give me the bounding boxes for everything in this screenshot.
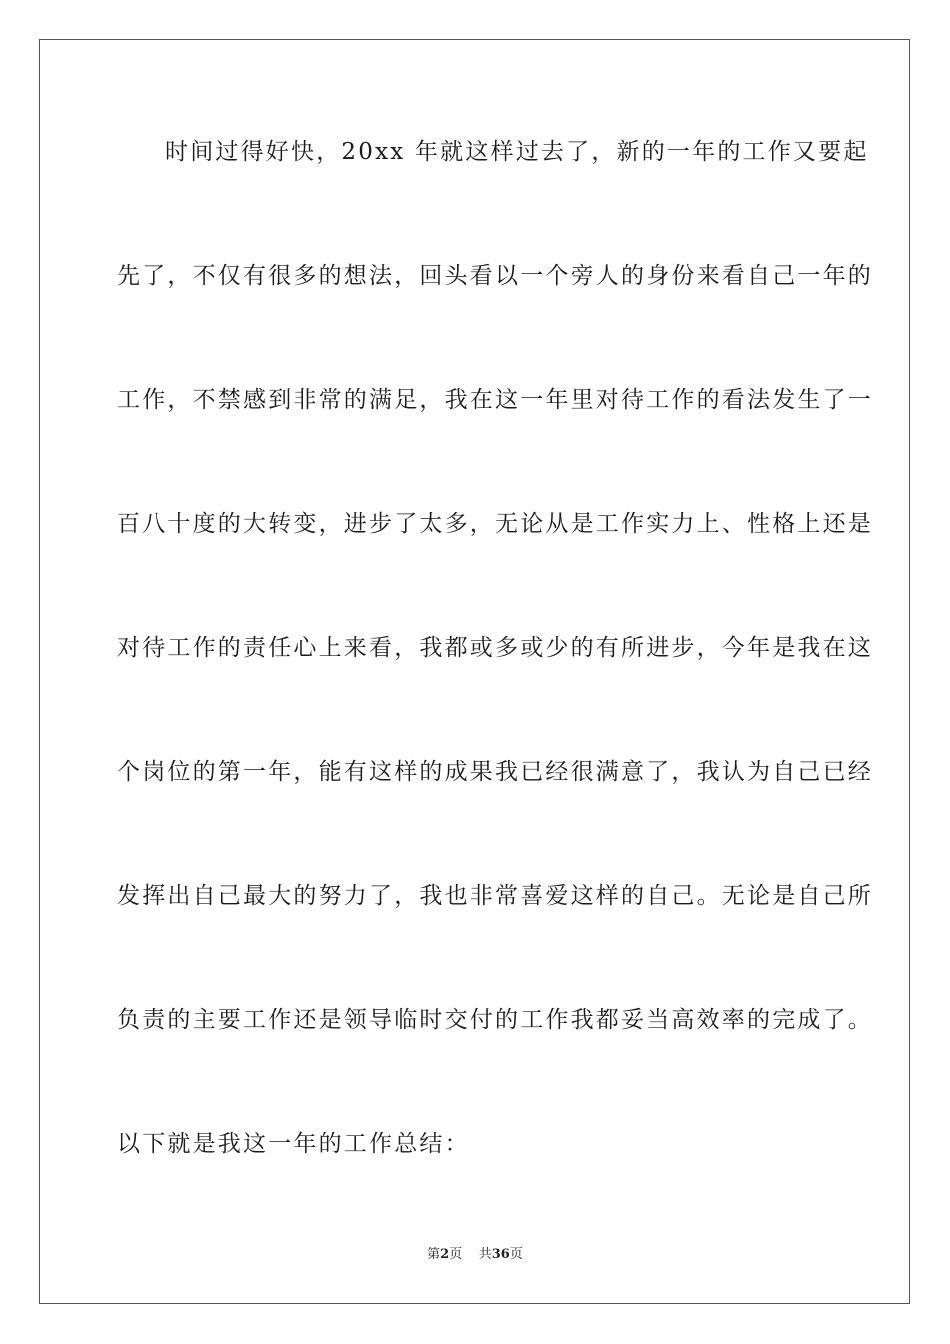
- paragraph-line: 对待工作的责任心上来看，我都或多或少的有所进步，今年是我在这: [117, 635, 873, 661]
- total-suffix: 页: [509, 1247, 523, 1262]
- paragraph-line: 以下就是我这一年的工作总结：: [117, 1131, 470, 1157]
- paragraph-line: 百八十度的大转变，进步了太多，无论从是工作实力上、性格上还是: [117, 511, 873, 537]
- page-prefix: 第: [427, 1247, 441, 1262]
- paragraph-line: 个岗位的第一年，能有这样的成果我已经很满意了，我认为自己已经: [117, 759, 873, 785]
- total-prefix: 共: [478, 1247, 492, 1262]
- page-footer: [0, 1246, 950, 1264]
- total-pages: 36: [491, 1247, 510, 1262]
- paragraph-line: 时间过得好快，20xx 年就这样过去了，新的一年的工作又要起: [165, 139, 869, 165]
- paragraph-line: 工作，不禁感到非常的满足，我在这一年里对待工作的看法发生了一: [117, 387, 873, 413]
- paragraph-line: 负责的主要工作还是领导临时交付的工作我都妥当高效率的完成了。: [117, 1007, 873, 1033]
- paragraph-line: 先了，不仅有很多的想法，回头看以一个旁人的身份来看自己一年的: [117, 263, 873, 289]
- page-number: 2: [440, 1247, 450, 1262]
- page-border: [39, 39, 910, 1304]
- page-suffix: 页: [449, 1247, 463, 1262]
- paragraph-line: 发挥出自己最大的努力了，我也非常喜爱这样的自己。无论是自己所: [117, 883, 873, 909]
